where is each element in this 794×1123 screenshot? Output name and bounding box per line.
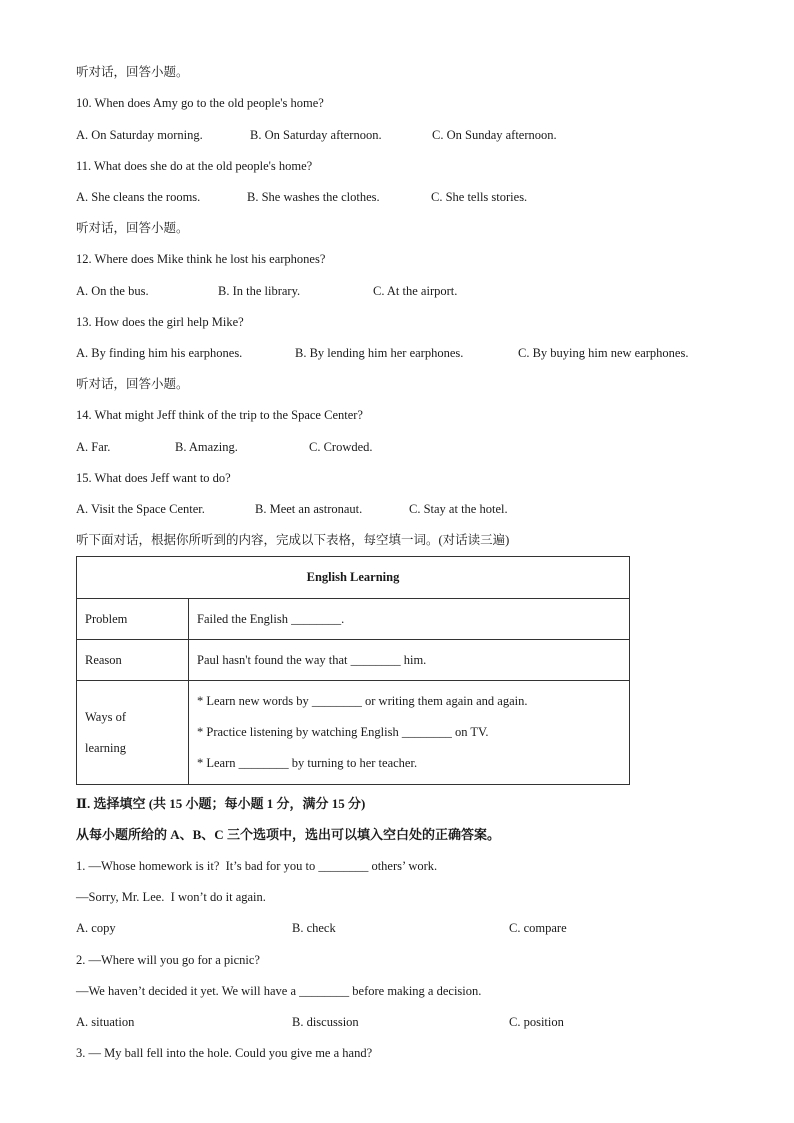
q13-option-b: B. By lending him her earphones. — [295, 346, 464, 360]
question-2-line-2: —We haven’t decided it yet. We will have a ________ before making a decision. — [76, 984, 482, 998]
q10-option-b: B. On Saturday afternoon. — [250, 128, 382, 142]
question-3-line-1: 3. — My ball fell into the hole. Could you give me a hand? — [76, 1046, 373, 1060]
q12-option-b: B. In the library. — [218, 284, 301, 298]
instruction-3: 听对话，回答小题。 — [76, 377, 189, 391]
problem-label: Problem — [77, 599, 189, 640]
q2-option-a: A. situation — [76, 1015, 135, 1029]
question-12: 12. Where does Mike think he lost his earphones? — [76, 252, 326, 266]
table-title: English Learning — [77, 557, 630, 599]
question-2-line-1: 2. —Where will you go for a picnic? — [76, 953, 260, 967]
q14-option-a: A. Far. — [76, 440, 111, 454]
ways-label-line-2: learning — [85, 740, 126, 755]
ways-item-1: * Learn new words by ________ or writing them again and again. — [197, 694, 528, 708]
reason-text: Paul hasn't found the way that ________ him. — [189, 640, 630, 681]
question-13: 13. How does the girl help Mike? — [76, 315, 244, 329]
problem-text: Failed the English ________. — [189, 599, 630, 640]
q2-option-c: C. position — [509, 1015, 564, 1029]
english-learning-table — [76, 556, 630, 785]
question-1-line-1: 1. —Whose homework is it? It’s bad for you to ________ others’ work. — [76, 859, 438, 873]
q11-option-b: B. She washes the clothes. — [247, 190, 380, 204]
q1-option-c: C. compare — [509, 921, 567, 935]
ways-text — [189, 681, 630, 785]
instruction-2: 听对话，回答小题。 — [76, 221, 189, 235]
table-row-reason — [77, 640, 630, 681]
section-2-heading: Ⅱ. 选择填空 (共 15 小题；每小题 1 分，满分 15 分) — [76, 796, 366, 811]
q2-option-b: B. discussion — [292, 1015, 359, 1029]
question-14: 14. What might Jeff think of the trip to the Space Center? — [76, 408, 363, 422]
question-1-line-2: —Sorry, Mr. Lee. I won’t do it again. — [76, 890, 266, 904]
section-2-instruction: 从每小题所给的 A、B、C 三个选项中，选出可以填入空白处的正确答案。 — [76, 827, 500, 842]
question-10: 10. When does Amy go to the old people's home? — [76, 96, 324, 110]
q10-option-a: A. On Saturday morning. — [76, 128, 203, 142]
q15-option-a: A. Visit the Space Center. — [76, 502, 205, 516]
q13-option-c: C. By buying him new earphones. — [518, 346, 689, 360]
q14-option-c: C. Crowded. — [309, 440, 373, 454]
ways-label-line-1: Ways of — [85, 709, 126, 724]
reason-label: Reason — [77, 640, 189, 681]
q14-option-b: B. Amazing. — [175, 440, 238, 454]
q1-option-a: A. copy — [76, 921, 116, 935]
q11-option-c: C. She tells stories. — [431, 190, 528, 204]
ways-item-3: * Learn ________ by turning to her teacher. — [197, 756, 418, 770]
q13-option-a: A. By finding him his earphones. — [76, 346, 243, 360]
q15-option-c: C. Stay at the hotel. — [409, 502, 508, 516]
instruction-1: 听对话，回答小题。 — [76, 65, 189, 79]
question-15: 15. What does Jeff want to do? — [76, 471, 231, 485]
question-11: 11. What does she do at the old people's home? — [76, 159, 313, 173]
q12-option-c: C. At the airport. — [373, 284, 458, 298]
q12-option-a: A. On the bus. — [76, 284, 149, 298]
ways-item-2: * Practice listening by watching English ________ on TV. — [197, 725, 489, 739]
q1-option-b: B. check — [292, 921, 336, 935]
table-row-ways — [77, 681, 630, 785]
q10-option-c: C. On Sunday afternoon. — [432, 128, 557, 142]
table-row-problem — [77, 599, 630, 640]
ways-label — [77, 681, 189, 785]
instruction-4: 听下面对话，根据你所听到的内容，完成以下表格，每空填一词。(对话读三遍) — [76, 533, 510, 547]
q11-option-a: A. She cleans the rooms. — [76, 190, 201, 204]
q15-option-b: B. Meet an astronaut. — [255, 502, 363, 516]
